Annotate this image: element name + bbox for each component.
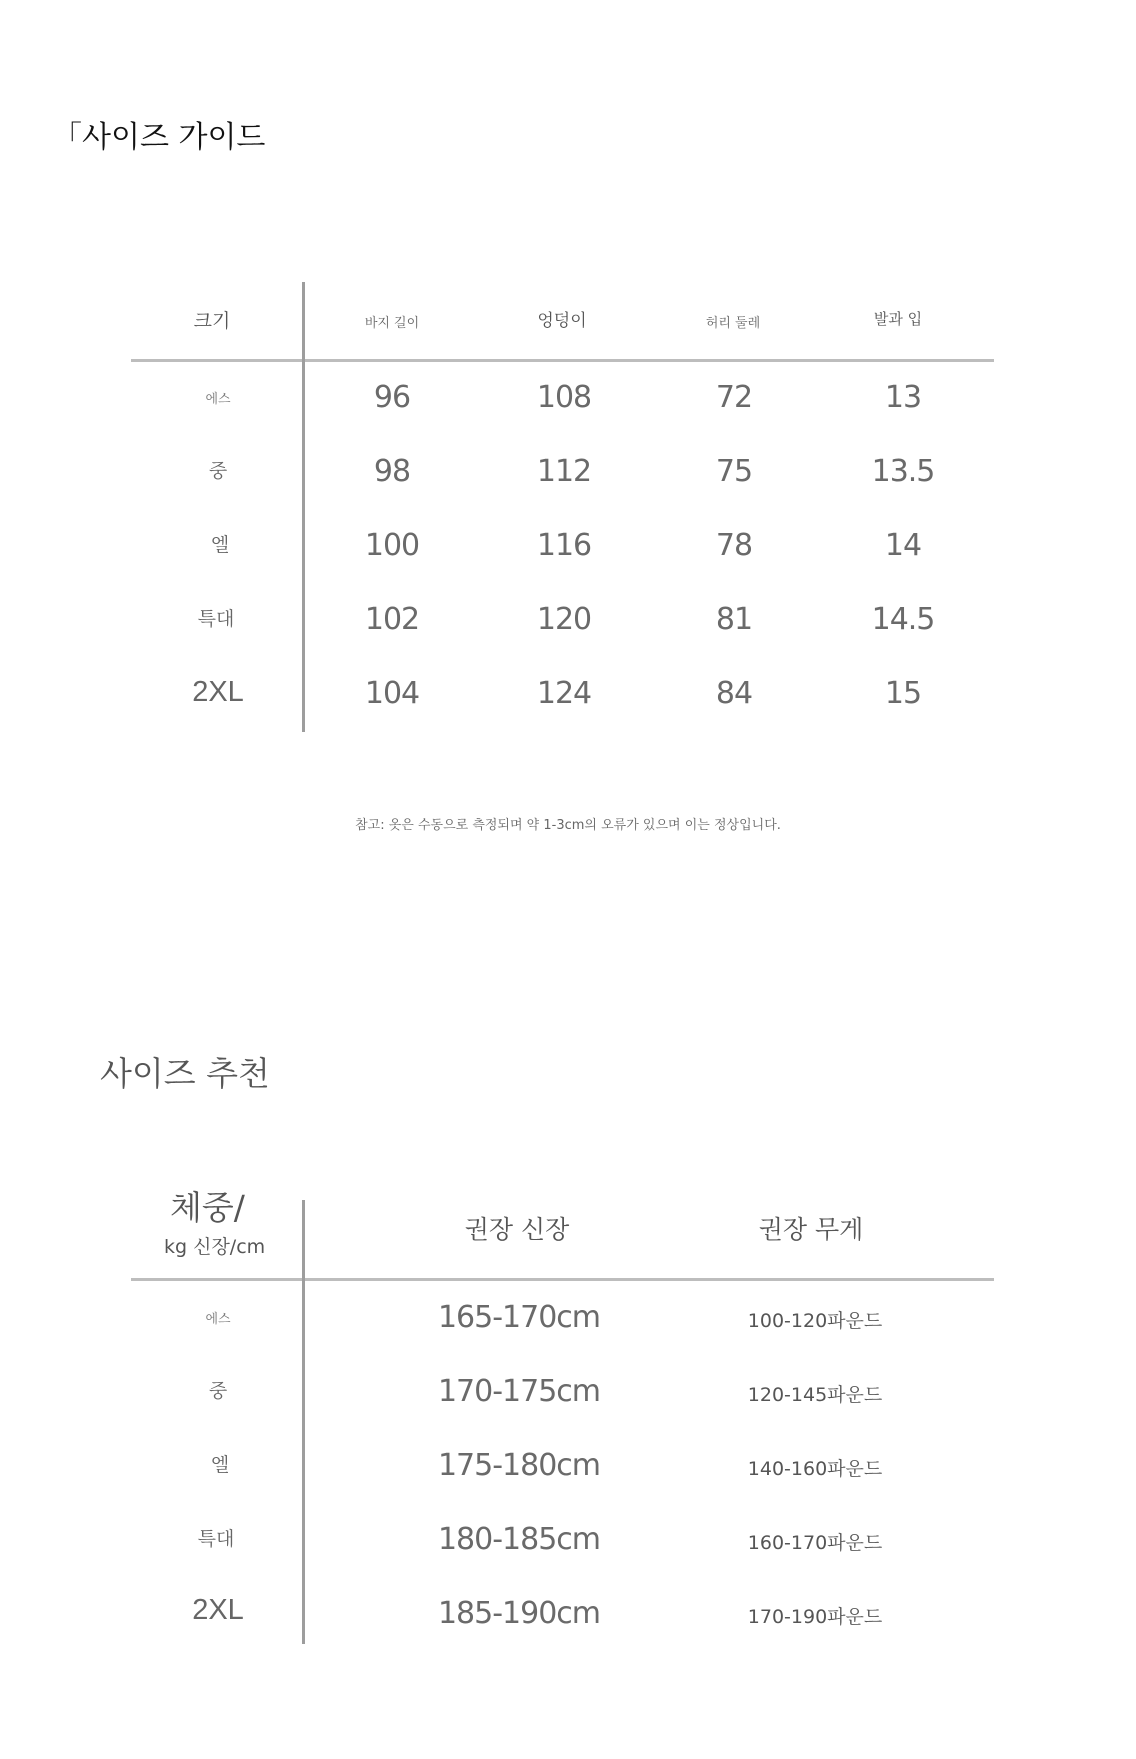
recommended-height: 170-175cm [437, 1374, 601, 1409]
header-pants-length: 바지 길이 [364, 316, 420, 331]
cell-value: 102 [364, 602, 420, 637]
recommended-weight: 100-120파운드 [747, 1310, 883, 1332]
cell-value: 100 [364, 528, 420, 563]
recommended-height: 180-185cm [437, 1522, 601, 1557]
header-hip: 엉덩이 [537, 311, 587, 331]
corner-height-label: kg 신장/cm [164, 1236, 266, 1258]
recommended-height: 185-190cm [437, 1596, 601, 1631]
cell-value: 120 [536, 602, 592, 637]
header-waist: 허리 둘레 [705, 316, 761, 331]
row-size-label: 2XL [192, 1594, 244, 1626]
row-size-label: 특대 [197, 608, 235, 630]
size-recommend-title: 사이즈 추천 [100, 1054, 270, 1093]
header-divider [131, 359, 994, 362]
size-guide-title: 「사이즈 가이드 [52, 120, 266, 155]
header-hem: 발과 입 [873, 310, 923, 328]
row-size-label: 엘 [210, 534, 230, 556]
recommended-height: 175-180cm [437, 1448, 601, 1483]
cell-value: 112 [536, 454, 592, 489]
cell-value: 116 [536, 528, 592, 563]
corner-weight-label: 체중/ [170, 1188, 245, 1227]
cell-value: 13.5 [871, 454, 935, 489]
cell-value: 104 [364, 676, 420, 711]
recommended-weight: 140-160파운드 [747, 1458, 883, 1480]
row-size-label: 중 [208, 460, 228, 482]
cell-value: 96 [373, 380, 411, 415]
cell-value: 78 [715, 528, 753, 563]
measurement-note: 참고: 옷은 수동으로 측정되며 약 1-3cm의 오류가 있으며 이는 정상입니다. [355, 818, 781, 833]
row-size-label: 에스 [205, 1312, 231, 1327]
recommended-height: 165-170cm [437, 1300, 601, 1335]
column-divider [302, 282, 305, 732]
cell-value: 81 [715, 602, 753, 637]
cell-value: 108 [536, 380, 592, 415]
column-divider [302, 1200, 305, 1644]
header-recommended-height: 권장 신장 [464, 1215, 570, 1244]
row-size-label: 2XL [192, 676, 244, 708]
recommended-weight: 160-170파운드 [747, 1532, 883, 1554]
cell-value: 15 [884, 676, 922, 711]
row-size-label: 중 [208, 1380, 228, 1402]
header-divider [131, 1278, 994, 1281]
header-recommended-weight: 권장 무게 [758, 1215, 864, 1244]
cell-value: 75 [715, 454, 753, 489]
recommended-weight: 120-145파운드 [747, 1384, 883, 1406]
cell-value: 14 [884, 528, 922, 563]
cell-value: 14.5 [871, 602, 935, 637]
row-size-label: 엘 [210, 1454, 230, 1476]
cell-value: 124 [536, 676, 592, 711]
cell-value: 13 [884, 380, 922, 415]
row-size-label: 에스 [205, 392, 231, 407]
cell-value: 98 [373, 454, 411, 489]
cell-value: 72 [715, 380, 753, 415]
header-size: 크기 [193, 310, 231, 332]
cell-value: 84 [715, 676, 753, 711]
recommended-weight: 170-190파운드 [747, 1606, 883, 1628]
row-size-label: 특대 [197, 1528, 235, 1550]
